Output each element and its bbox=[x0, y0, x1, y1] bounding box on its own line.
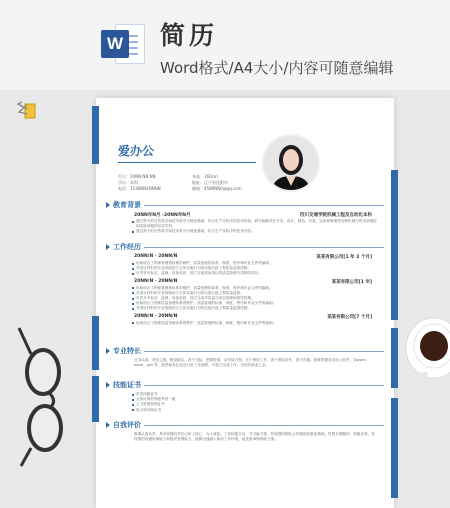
list-item: 电子商务师证书 bbox=[106, 408, 384, 413]
list-item: 全国计算机等级考试一级 bbox=[106, 397, 384, 402]
header-banner bbox=[0, 0, 450, 90]
list-item: 人力资源管理证书 bbox=[106, 402, 384, 407]
word-icon bbox=[101, 20, 145, 68]
accent-bar bbox=[92, 316, 99, 370]
list-item: 英语四级证书 bbox=[106, 392, 384, 397]
section-title: 自我评价 bbox=[113, 421, 141, 429]
accent-bar bbox=[92, 106, 99, 164]
job-company: 某某有限公司[1 年] bbox=[331, 279, 372, 285]
list-item: 负责对中标后，监理、设备验收，独立完成对质量与项目管理和预控管理。 bbox=[106, 296, 384, 301]
section-arrow-icon bbox=[106, 202, 110, 208]
list-item: 协助项目工程师质量管理体系的维护，质量管理的标准、制度，程序和作业文件的编制。 bbox=[106, 321, 384, 326]
job-date: 20NN/N - 20NN/N bbox=[134, 313, 178, 319]
job-company: 某某有限公司[1 年 2 个月] bbox=[316, 255, 372, 260]
list-item: 协助项目工程师管理物体系的维护，质量管理的标准、制度，程序和作业文件的编制。 bbox=[106, 261, 384, 266]
info-education: 学历：本科 bbox=[118, 180, 138, 185]
page-subtitle: Word格式/A4大小/内容可随意编辑 bbox=[160, 59, 394, 77]
section-arrow-icon bbox=[106, 348, 110, 354]
skills-section bbox=[106, 346, 384, 368]
section-arrow-icon bbox=[106, 382, 110, 388]
accent-bar bbox=[92, 376, 99, 422]
resume-document bbox=[96, 98, 394, 508]
education-section bbox=[106, 200, 384, 235]
list-item: 对项目材料的专业的阅读方主体实施行为的实施行政工程质量监督控制。 bbox=[106, 266, 384, 271]
accent-bar bbox=[391, 398, 398, 498]
job-date: 20NN/N - 20NN/N bbox=[134, 278, 178, 284]
info-birthday: 生日：20NN.NN.NN bbox=[118, 174, 156, 179]
list-item: 对项目材料的专业的阅读方主体实施行为的实施行政工程质量监督控制。 bbox=[106, 306, 384, 311]
section-title: 工作经历 bbox=[113, 243, 141, 251]
edu-school: 四川交通学院机械工程及自动化本科 bbox=[300, 213, 372, 218]
section-title: 技能证书 bbox=[113, 381, 141, 389]
section-title: 教育背景 bbox=[113, 201, 141, 209]
list-item: 协助项目工程师质量管理体系的维护，质量管理的标准、制度，程序和作业文件的编制。 bbox=[106, 301, 384, 306]
profile-photo bbox=[262, 134, 320, 192]
section-title: 专业特长 bbox=[113, 347, 141, 355]
list-item: 对项目材料的专业的阅读方主体实施行为的实施行政工程质量监督。 bbox=[106, 291, 384, 296]
word-logo-letter: W bbox=[101, 30, 129, 58]
accent-bar bbox=[391, 328, 398, 388]
list-item: 负责对中标后，监理、设备验收，独立完成现场项目的质量管理与控制的项目。 bbox=[106, 271, 384, 276]
list-item: 协助项目工程师管理物体系的维护，质量管理的标准、制度，程序和作业文件的编制。 bbox=[106, 286, 384, 291]
coffee-cup-decoration bbox=[404, 312, 450, 382]
section-arrow-icon bbox=[106, 244, 110, 250]
info-address: 地址：辽宁省沈阳市 bbox=[192, 180, 228, 185]
job-date: 20NN/N - 20NN/N bbox=[134, 254, 178, 259]
accent-bar bbox=[391, 170, 398, 320]
eyeglasses-decoration bbox=[15, 320, 85, 470]
section-arrow-icon bbox=[106, 422, 110, 428]
info-email: 邮箱：4586NN0@qq.com bbox=[192, 186, 242, 191]
info-phone: 电话：1536NN4NNNN bbox=[118, 186, 161, 191]
certificates-section bbox=[106, 380, 384, 413]
info-height: 身高：160cm bbox=[192, 174, 218, 179]
self-evaluation-section bbox=[106, 420, 384, 442]
resume-name: 爱办公 bbox=[118, 144, 155, 158]
evaluation-text: 做事认真负责，具有较强的责任心和上进心，为人诚恳，工作积极主动，学习能力强，有较强的团队合作精神及敬业精神。性格开朗随和，积极乐观，有较强的沟通协调能力和组织管理能力，能够迅速融入新的工作环境，接受新事物的能力强。 bbox=[134, 432, 375, 442]
job-company: 某某有限公司[7 个月] bbox=[327, 314, 372, 320]
list-item: 通过每天的自然科学和技术科学为理论基础，结合生产实际中的技术经验。 bbox=[106, 229, 384, 234]
work-section bbox=[106, 242, 384, 326]
edu-date: 20NN年N月 -20NN年N月 bbox=[134, 213, 191, 218]
skills-text: 自学认真，责任心强，勤奋踏实，善于交际，逻辑性强，动手能力强，乐于团结工作，善于团队协作，善于沟通。熟练掌握各项办公软件，如word、excel、ppt 等，熟悉商务礼仪及日常工作流程，可独立完成工作，良好的职业心态。 bbox=[134, 358, 370, 368]
binder-clip-decoration bbox=[16, 100, 36, 124]
list-item: 通过每天的自然科学和技术科学为理论基础，结合生产实际中的技术经验，研究和解决在开发、设计、制造、安装、运用和修理等各种机械中的全部理论和实际问题的应用学科。 bbox=[106, 219, 384, 229]
name-divider bbox=[118, 162, 256, 163]
page-title: 简历 bbox=[160, 21, 219, 50]
